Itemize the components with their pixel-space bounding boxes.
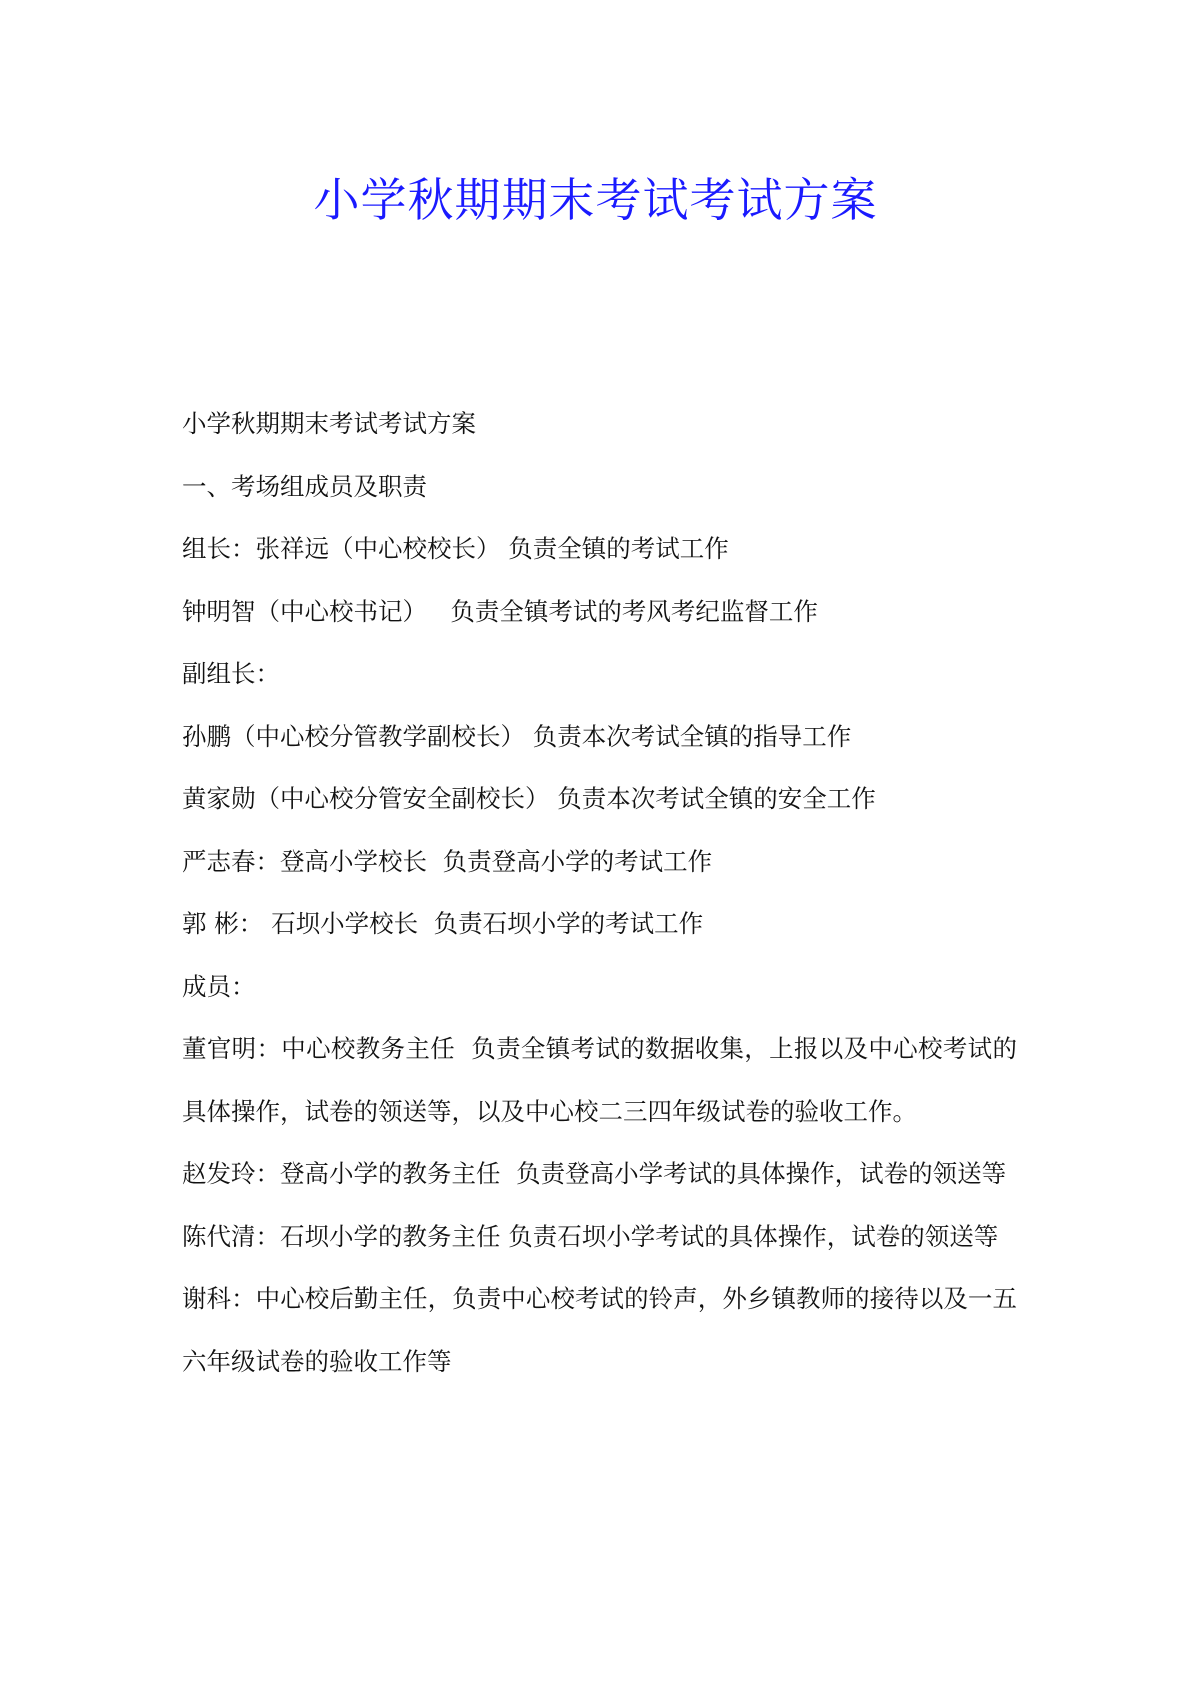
paragraph-leader: 组长：张祥远（中心校校长） 负责全镇的考试工作 — [182, 534, 729, 563]
paragraph-member-1: 董官明：中心校教务主任 负责全镇考试的数据收集，上报以及中心校考试的具体操作，试卷的领送等，以及中心校二三四年级试卷的验收工作。 — [182, 1034, 1017, 1126]
paragraph-deputy-4: 郭 彬： 石坝小学校长 负责石坝小学的考试工作 — [182, 909, 704, 938]
paragraph-deputy-heading: 副组长： — [182, 659, 280, 688]
document-title: 小学秋期期末考试考试方案 — [313, 173, 878, 227]
body-heading: 小学秋期期末考试考试方案 — [182, 409, 476, 438]
paragraph-deputy-3: 严志春：登高小学校长 负责登高小学的考试工作 — [182, 846, 713, 876]
paragraph-member-4: 谢科：中心校后勤主任，负责中心校考试的铃声，外乡镇教师的接待以及一五六年级试卷的验收工作等 — [182, 1284, 1017, 1376]
paragraph-secretary: 钟明智（中心校书记） 负责全镇考试的考风考纪监督工作 — [182, 596, 818, 626]
paragraph-member-2: 赵发玲：登高小学的教务主任 负责登高小学考试的具体操作，试卷的领送等 — [182, 1159, 1007, 1188]
paragraph-deputy-2: 黄家勋（中心校分管安全副校长） 负责本次考试全镇的安全工作 — [182, 784, 876, 813]
document-body — [182, 393, 1017, 1393]
paragraph-members-heading: 成员： — [182, 971, 256, 1001]
paragraph-deputy-1: 孙鹏（中心校分管教学副校长） 负责本次考试全镇的指导工作 — [182, 721, 852, 751]
paragraph-member-3: 陈代清：石坝小学的教务主任 负责石坝小学考试的具体操作，试卷的领送等 — [182, 1221, 999, 1251]
section-heading: 一、考场组成员及职责 — [182, 471, 427, 501]
